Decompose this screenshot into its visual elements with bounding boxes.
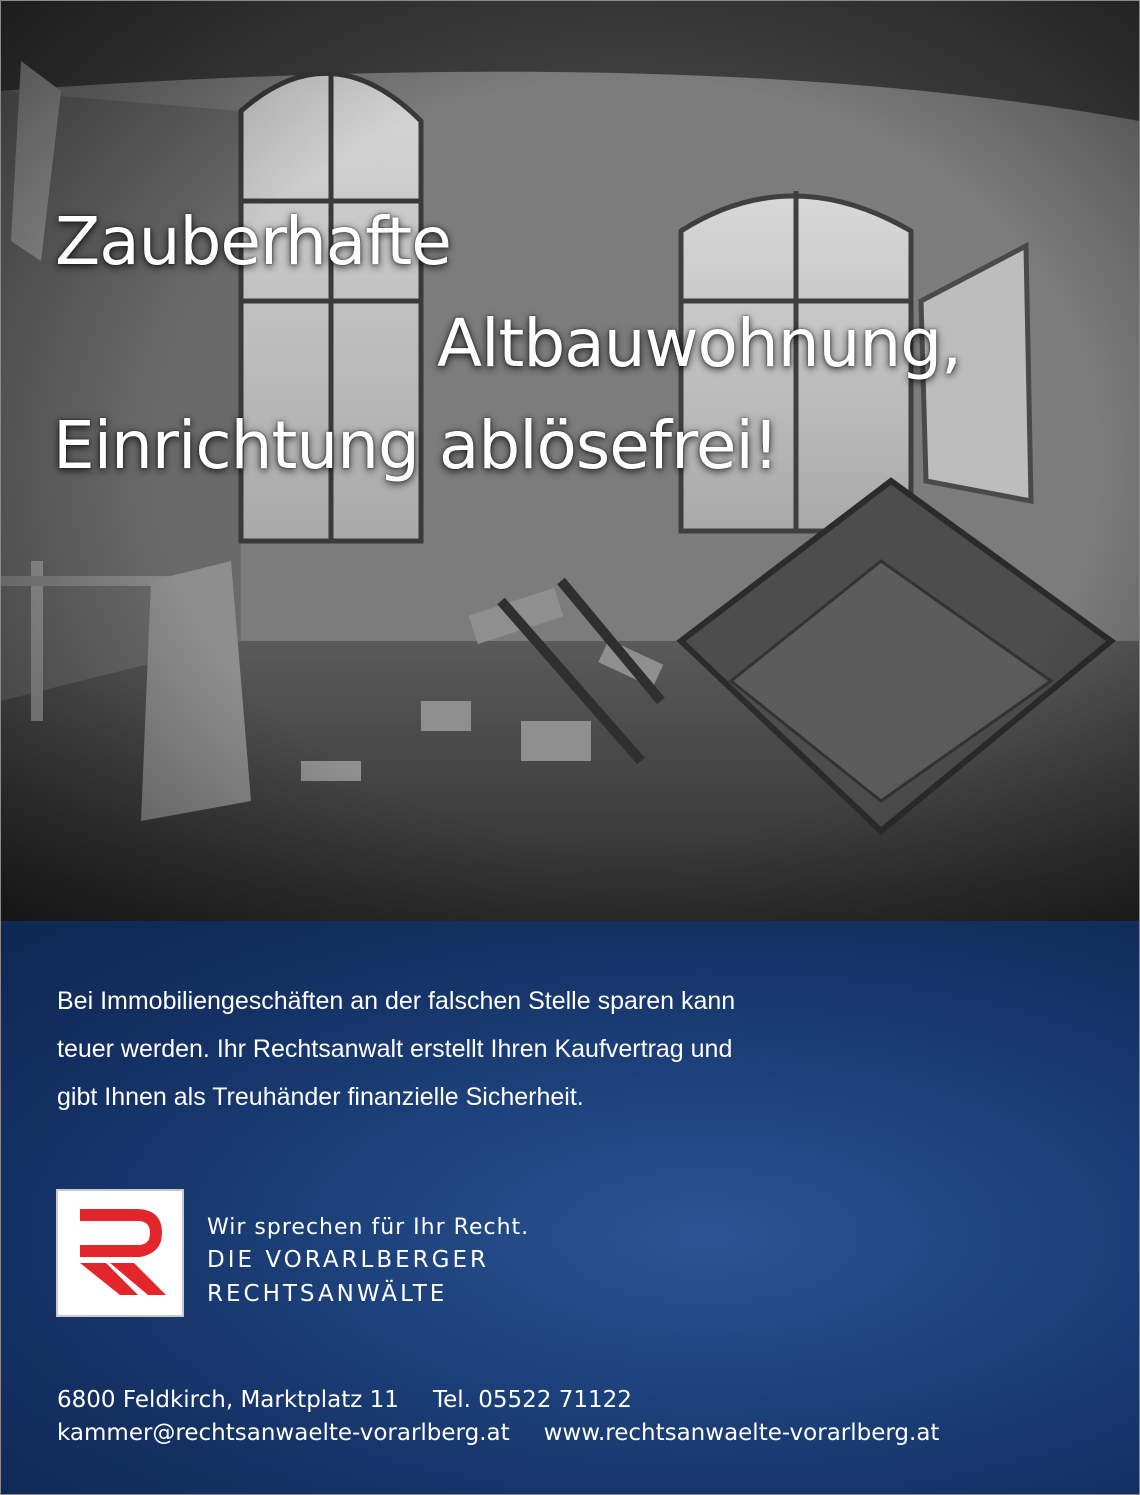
contact-row-2 <box>57 1418 939 1448</box>
hero-photo-abandoned-room <box>1 1 1139 921</box>
headline-line-3: Einrichtung ablösefrei! <box>53 407 779 484</box>
info-panel <box>1 921 1139 1494</box>
body-line-2: teuer werden. Ihr Rechtsanwalt erstellt Ihren Kaufvertrag und <box>57 1035 733 1063</box>
email-link[interactable]: kammer@rechtsanwaelte-vorarlberg.at <box>57 1420 510 1446</box>
body-copy <box>57 977 957 1121</box>
headline-line-1: Zauberhafte <box>55 203 451 280</box>
r-monogram-logo <box>56 1189 184 1317</box>
firm-name-line-2: RECHTSANWÄLTE <box>207 1281 448 1307</box>
body-line-3: gibt Ihnen als Treuhänder finanzielle Sicherheit. <box>57 1083 584 1111</box>
contact-row-1 <box>57 1385 632 1415</box>
slogan: Wir sprechen für Ihr Recht. <box>207 1215 530 1240</box>
address: 6800 Feldkirch, Marktplatz 11 <box>57 1387 399 1413</box>
headline-line-2: Altbauwohnung, <box>437 305 962 382</box>
logo-r-icon <box>58 1191 182 1315</box>
body-line-1: Bei Immobiliengeschäften an der falschen Stelle sparen kann <box>57 987 736 1015</box>
firm-name-line-1: DIE VORARLBERGER <box>207 1247 489 1273</box>
website-link[interactable]: www.rechtsanwaelte-vorarlberg.at <box>543 1420 940 1446</box>
phone[interactable]: Tel. 05522 71122 <box>432 1387 632 1413</box>
headline <box>1 1 1139 921</box>
brand-text <box>207 1213 529 1311</box>
